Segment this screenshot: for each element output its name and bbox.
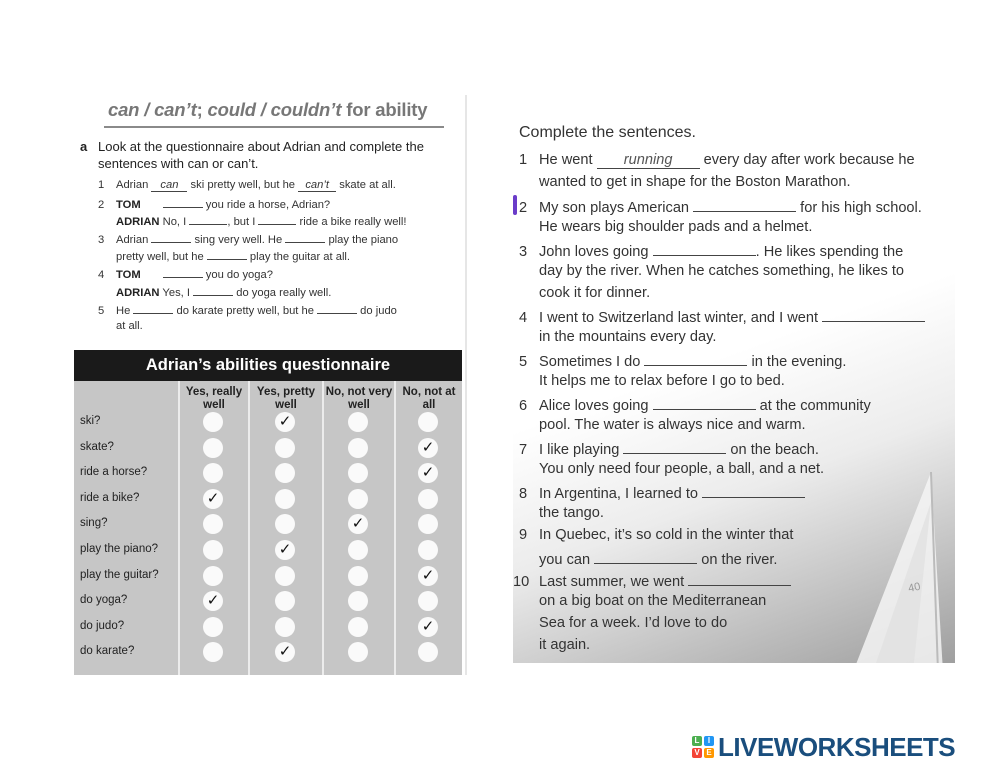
answer-circle[interactable] — [203, 514, 223, 534]
answer-blank-r2[interactable] — [693, 197, 796, 212]
item-10-cont: on a big boat on the Mediterranean — [539, 593, 767, 609]
col-header-no-not-at-all: No, not at all — [402, 386, 456, 411]
page-edge — [465, 95, 467, 675]
answer-circle[interactable] — [418, 591, 438, 611]
answer-circle[interactable] — [275, 438, 295, 458]
answer-circle[interactable] — [203, 642, 223, 662]
answer-blank-2c[interactable] — [258, 213, 296, 225]
row-label: ride a horse? — [80, 466, 148, 479]
answer-circle[interactable] — [418, 514, 438, 534]
column-divider — [322, 381, 324, 675]
item-1-cont: wanted to get in shape for the Boston Marathon. — [539, 174, 851, 190]
title-rule — [104, 126, 444, 128]
answer-circle[interactable]: ✓ — [418, 566, 438, 586]
answer-circle[interactable] — [348, 566, 368, 586]
answer-circle[interactable] — [275, 617, 295, 637]
abilities-questionnaire — [74, 350, 462, 675]
title-tail: for ability — [341, 99, 428, 120]
item-6-cont: pool. The water is always nice and warm. — [539, 417, 806, 433]
sailboat-image — [813, 472, 955, 663]
exercise-title: Complete the sentences. — [519, 124, 696, 141]
answer-blank-2a[interactable] — [163, 196, 203, 208]
title-separator: ; — [196, 99, 208, 120]
answer-circle[interactable] — [348, 591, 368, 611]
exercise-5-cont: at all. — [116, 320, 143, 332]
col-header-yes-pretty-well: Yes, pretty well — [256, 386, 316, 411]
item-3-cont2: cook it for dinner. — [539, 285, 651, 301]
column-divider — [178, 381, 180, 675]
answer-circle[interactable] — [203, 438, 223, 458]
sail-number: 40 — [907, 580, 922, 595]
item-4-cont: in the mountains every day. — [539, 329, 717, 345]
answer-blank-1a[interactable]: can — [151, 179, 187, 192]
item-10-cont3: it again. — [539, 637, 591, 653]
exercise-4-tom: 4 TOM you do yoga? — [98, 266, 273, 281]
item-8-cont: the tango. — [539, 505, 604, 521]
answer-blank-1b[interactable]: can’t — [298, 179, 336, 192]
exercise-2-tom: 2 TOM you ride a horse, Adrian? — [98, 196, 330, 211]
left-worksheet-page — [74, 95, 467, 675]
answer-blank-5b[interactable] — [317, 302, 357, 314]
item-8: 8 In Argentina, I learned to — [519, 483, 805, 502]
section-title — [108, 99, 427, 121]
answer-circle[interactable] — [275, 591, 295, 611]
questionnaire-title: Adrian’s abilities questionnaire — [74, 350, 462, 381]
logo-tile: E — [704, 748, 714, 758]
row-label: do judo? — [80, 619, 125, 632]
row-label: play the guitar? — [80, 568, 159, 581]
title-can: can / can’t — [108, 99, 197, 120]
answer-circle[interactable] — [203, 617, 223, 637]
item-9-cont: you can on the river. — [539, 549, 777, 568]
answer-circle[interactable] — [348, 642, 368, 662]
item-3-cont: day by the river. When he catches something, he likes to — [539, 263, 905, 279]
item-5: 5 Sometimes I do in the evening. — [519, 351, 846, 370]
answer-circle[interactable] — [203, 412, 223, 432]
answer-circle[interactable]: ✓ — [275, 540, 295, 560]
answer-blank-r4[interactable] — [822, 307, 925, 322]
logo-tiles-icon — [692, 736, 714, 758]
answer-circle[interactable]: ✓ — [348, 514, 368, 534]
item-2-cont: He wears big shoulder pads and a helmet. — [539, 219, 813, 235]
logo-wordmark: LIVEWORKSHEETS — [718, 732, 956, 762]
answer-circle[interactable] — [348, 412, 368, 432]
item-10-cont2: Sea for a week. I’d love to do — [539, 615, 728, 631]
answer-circle[interactable]: ✓ — [203, 591, 223, 611]
row-label: ride a bike? — [80, 491, 140, 504]
answer-circle[interactable] — [348, 438, 368, 458]
exercise-4-adrian: ADRIAN Yes, I do yoga really well. — [116, 284, 331, 299]
answer-blank-r1[interactable]: running — [597, 152, 700, 169]
exercise-2-adrian: ADRIAN No, I , but I ride a bike really well! — [116, 213, 407, 228]
item-1: 1 He went running every day after work because he — [519, 152, 915, 168]
item-4: 4 I went to Switzerland last winter, and I went — [519, 307, 925, 326]
answer-blank-4b[interactable] — [193, 284, 233, 296]
answer-circle[interactable] — [275, 463, 295, 483]
logo-tile: L — [692, 736, 702, 746]
exercise-5: 5 He do karate pretty well, but he do judo — [98, 302, 397, 317]
answer-circle[interactable]: ✓ — [418, 617, 438, 637]
item-6: 6 Alice loves going at the community — [519, 395, 871, 414]
section-letter: a — [80, 139, 88, 154]
answer-circle[interactable] — [275, 514, 295, 534]
column-divider — [248, 381, 250, 675]
row-label: play the piano? — [80, 543, 159, 555]
active-item-marker — [513, 195, 517, 215]
answer-circle[interactable]: ✓ — [203, 489, 223, 509]
answer-circle[interactable] — [203, 463, 223, 483]
answer-blank-4a[interactable] — [163, 266, 203, 278]
answer-circle[interactable] — [348, 489, 368, 509]
answer-blank-r9[interactable] — [594, 549, 697, 564]
logo-tile: I — [704, 736, 714, 746]
col-header-no-not-very-well: No, not very well — [325, 386, 393, 411]
item-5-cont: It helps me to relax before I go to bed. — [539, 373, 785, 389]
logo-tile: V — [692, 748, 702, 758]
row-label: sing? — [80, 517, 108, 530]
title-could: could / couldn’t — [207, 99, 342, 120]
answer-blank-5a[interactable] — [133, 302, 173, 314]
row-label: ski? — [80, 415, 101, 427]
answer-circle[interactable]: ✓ — [275, 412, 295, 432]
answer-circle[interactable]: ✓ — [275, 642, 295, 662]
answer-blank-r10[interactable] — [688, 571, 791, 586]
answer-circle[interactable] — [348, 540, 368, 560]
item-7: 7 I like playing on the beach. — [519, 439, 819, 458]
answer-blank-2b[interactable] — [189, 213, 227, 225]
answer-circle[interactable] — [348, 463, 368, 483]
answer-circle[interactable]: ✓ — [418, 438, 438, 458]
item-9: 9 In Quebec, it’s so cold in the winter that — [519, 527, 794, 543]
column-divider — [394, 381, 396, 675]
item-10: 10 Last summer, we went — [513, 571, 791, 590]
exercise-3: 3 Adrian sing very well. He play the piano — [98, 231, 398, 246]
exercise-3-cont: pretty well, but he play the guitar at all. — [116, 248, 350, 263]
row-label: skate? — [80, 440, 114, 453]
answer-circle[interactable] — [418, 412, 438, 432]
answer-blank-3c[interactable] — [207, 248, 247, 260]
answer-circle[interactable] — [275, 566, 295, 586]
item-3: 3 John loves going . He likes spending the — [519, 241, 903, 260]
answer-circle[interactable] — [418, 489, 438, 509]
answer-circle[interactable] — [275, 489, 295, 509]
col-header-yes-really-well: Yes, really well — [185, 386, 243, 411]
right-worksheet-page — [513, 112, 955, 663]
answer-blank-r7[interactable] — [623, 439, 726, 454]
answer-blank-3a[interactable] — [151, 231, 191, 243]
exercise-1: 1 Adrian can ski pretty well, but he can’t skate at all. — [98, 179, 396, 191]
answer-circle[interactable] — [348, 617, 368, 637]
answer-circle[interactable] — [418, 540, 438, 560]
answer-blank-r8[interactable] — [702, 483, 805, 498]
answer-blank-r6[interactable] — [653, 395, 756, 410]
row-label: do karate? — [80, 645, 135, 658]
row-label: do yoga? — [80, 594, 128, 607]
answer-circle[interactable] — [203, 540, 223, 560]
item-2: 2 My son plays American for his high school. — [519, 197, 922, 216]
answer-circle[interactable] — [203, 566, 223, 586]
answer-blank-r5[interactable] — [644, 351, 747, 366]
answer-blank-3b[interactable] — [285, 231, 325, 243]
answer-circle[interactable]: ✓ — [418, 463, 438, 483]
item-7-cont: You only need four people, a ball, and a net. — [539, 461, 825, 477]
answer-circle[interactable] — [418, 642, 438, 662]
answer-blank-r3[interactable] — [653, 241, 756, 256]
instruction-text: Look at the questionnaire about Adrian and complete the sentences with can or can’t. — [98, 139, 424, 171]
